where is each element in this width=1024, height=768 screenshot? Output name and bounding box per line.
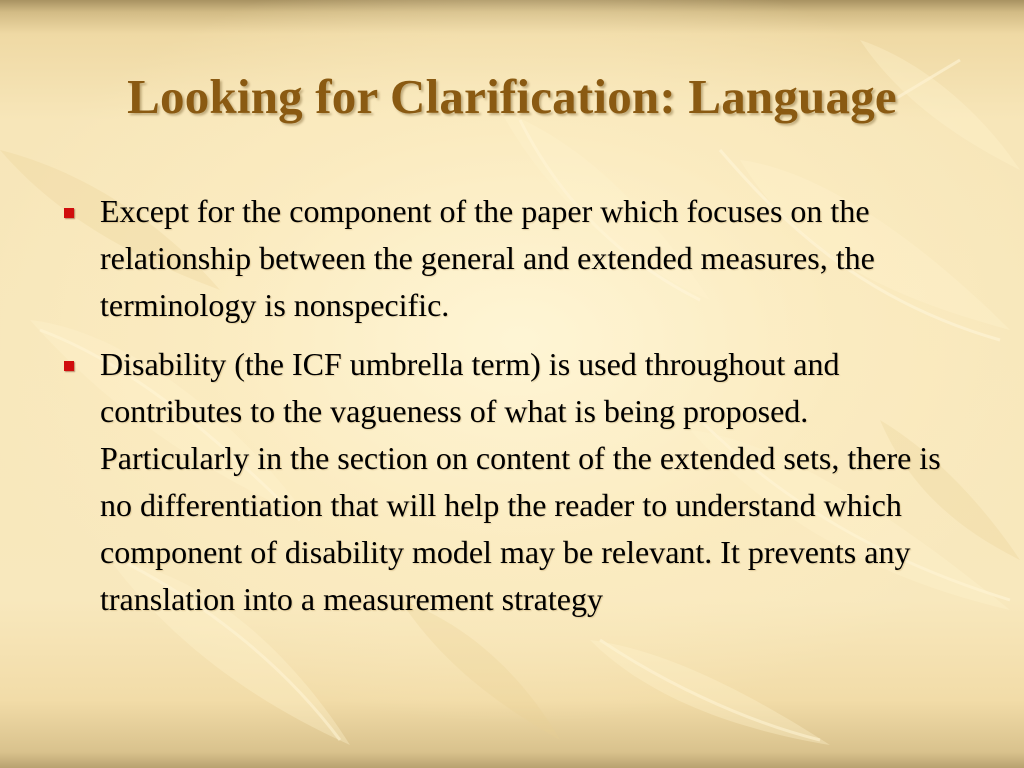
bullet-text: Disability (the ICF umbrella term) is used throughout and contributes to the vagueness of what is being proposed. Particularly in the section on content of the extended sets, there is no differentiation that will help the reader to understand which component of disability model may be relevant. It prevents any translation into a measurement strategy bbox=[100, 346, 941, 617]
bullet-item bbox=[62, 341, 962, 623]
bullet-list bbox=[62, 188, 962, 623]
bullet-text: Except for the component of the paper which focuses on the relationship between the general and extended measures, the terminology is nonspecific. bbox=[100, 193, 875, 323]
square-bullet-icon bbox=[64, 208, 74, 218]
square-bullet-icon bbox=[64, 361, 74, 371]
bullet-item bbox=[62, 188, 962, 329]
slide-title: Looking for Clarification: Language bbox=[127, 69, 897, 124]
